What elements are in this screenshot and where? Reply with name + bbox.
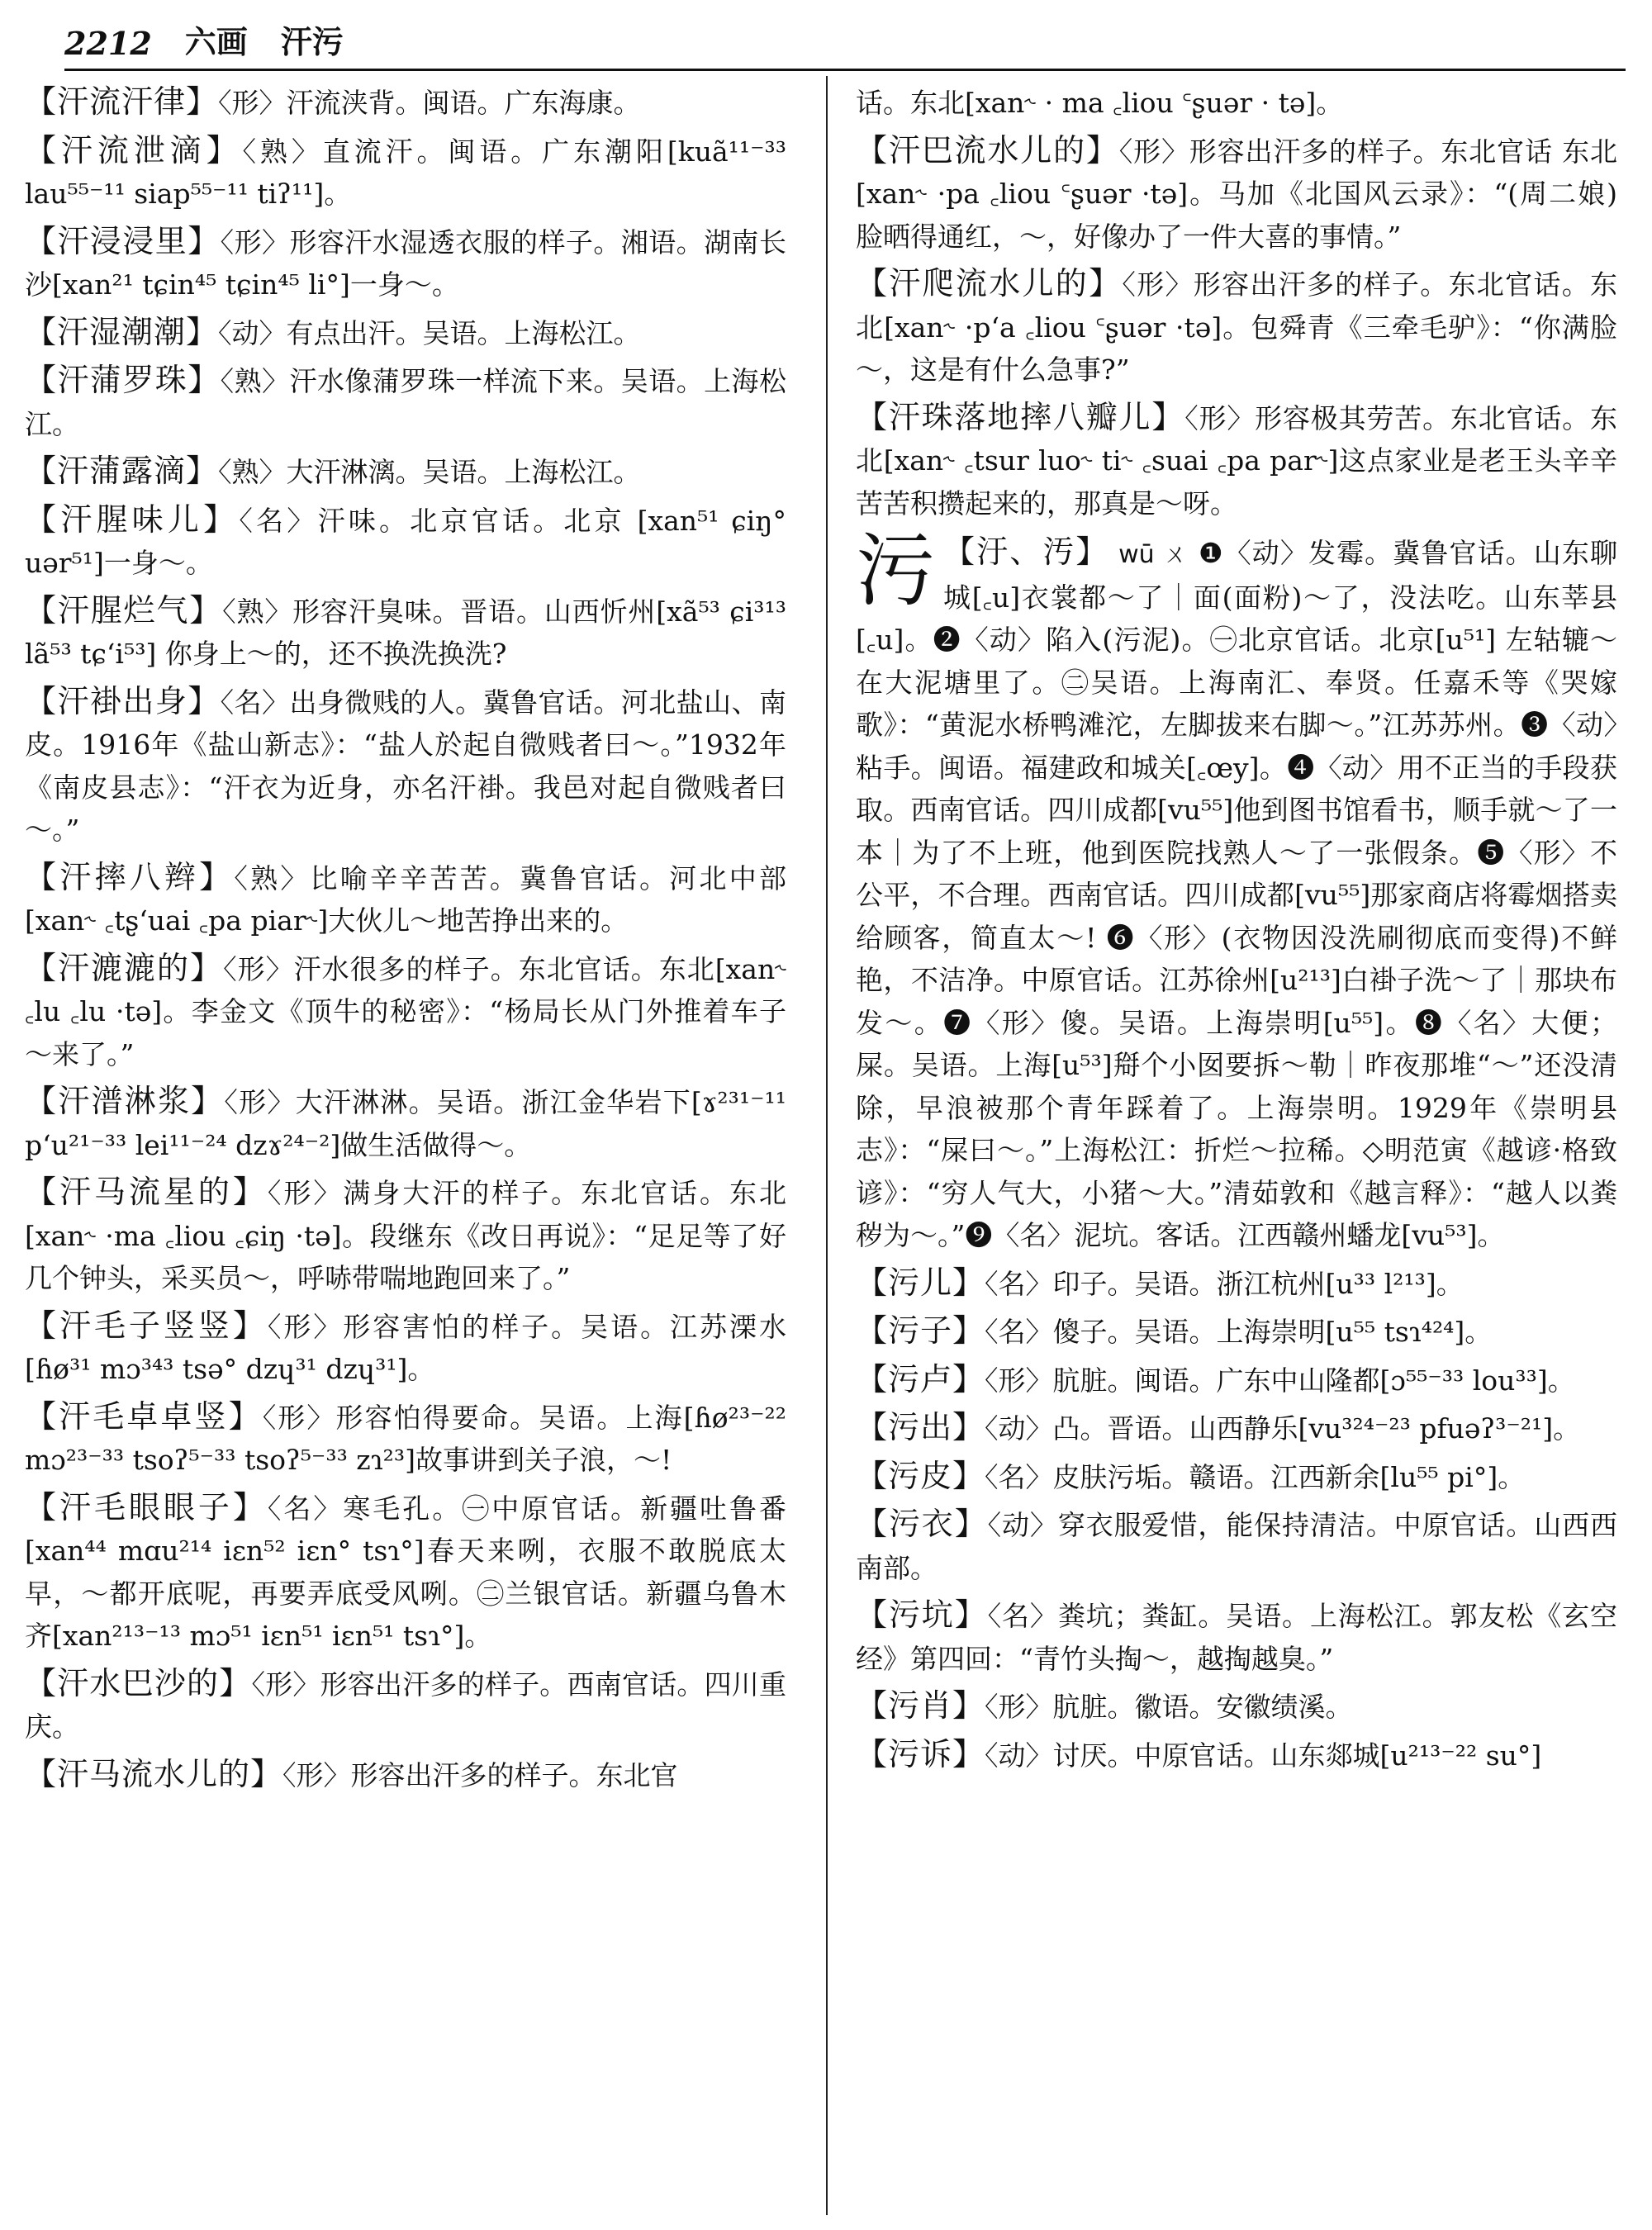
headword: 【污坑】: [856, 1597, 988, 1633]
dictionary-entry: [25, 1080, 786, 1166]
definition: 〈形〉形容极其劳苦。东北官话。东北[xan˞ ꜀tsur luo˞ ti˞ ꜀suai ꜀pa par˞]这点家业是老王头辛辛苦苦积攒起来的，那真是～呀。: [856, 401, 1617, 520]
left-column: [25, 81, 786, 1801]
dictionary-entry: [25, 359, 786, 445]
definition: 〈熟〉比喻辛辛苦苦。冀鲁官话。河北中部[xan˞ ꜀tʂʻuai ꜀pa piar˞]大伙儿～地苦挣出来的。: [25, 861, 786, 937]
dictionary-entry: [25, 1753, 786, 1797]
definition: 〈形〉形容汗水湿透衣服的样子。湘语。湖南长沙[xan²¹ tɕin⁴⁵ tɕin⁴⁵ li°]一身～。: [25, 225, 786, 301]
definition: 〈动〉凸。晋语。山西静乐[vu³²⁴⁻²³ pfuəʔ³⁻²¹]。: [985, 1412, 1581, 1445]
dictionary-entry: [25, 1663, 786, 1748]
headword: 【汗漉漉的】: [25, 949, 224, 986]
headword: 【汗潽淋浆】: [25, 1083, 225, 1119]
headword: 【汗毛卓卓竖】: [25, 1397, 263, 1435]
definition: 〈形〉满身大汗的样子。东北官话。东北[xan˞ ·ma ꜀liou ꜀ɕiŋ ·tə]。段继东《改日再说》：“足足等了好几个钟头，采买员～，呼哧带喘地跑回来了。”: [25, 1177, 786, 1294]
headword: 【汗水巴沙的】: [25, 1664, 252, 1701]
dictionary-entry: [25, 450, 786, 494]
dictionary-entry: [856, 1407, 1617, 1450]
headword: 【汗马流水儿的】: [25, 1755, 283, 1792]
dictionary-entry: [856, 81, 1617, 125]
definition: 〈形〉形容出汗多的样子。东北官话 东北[xan˞ ·pa ꜀liou ꜂ʂuər ·tə]。马加《北国风云录》：“(周二娘) 脸晒得通红，～，好像办了一件大喜的事情。”: [856, 135, 1617, 253]
definition: 〈熟〉直流汗。闽语。广东潮阳[kuã¹¹⁻³³ lau⁵⁵⁻¹¹ siap⁵⁵⁻¹¹ tiʔ¹¹]。: [25, 135, 786, 210]
dictionary-entry: [25, 499, 786, 585]
definition: 〈动〉有点出汗。吴语。上海松江。: [218, 316, 641, 349]
definition: 〈形〉形容出汗多的样子。东北官话。东北[xan˞ ·pʻa ꜀liou ꜂ʂuər ·tə]。包舜青《三牵毛驴》：“你满脸～，这是有什么急事?”: [856, 268, 1617, 386]
main-character-entry: [856, 524, 1617, 1257]
dictionary-entry: [856, 1594, 1617, 1680]
definition: 〈形〉汗水很多的样子。东北官话。东北[xan˞ ꜀lu ꜀lu ·tə]。李金文《顶牛的秘密》：“杨局长从门外推着车子～来了。”: [25, 952, 786, 1070]
dictionary-entry: [25, 947, 786, 1076]
definition: 〈形〉大汗淋淋。吴语。浙江金华岩下[ɤ²³¹⁻¹¹ pʻu²¹⁻³³ lei¹¹⁻²⁴ dzɤ²⁴⁻²]做生活做得～。: [25, 1086, 786, 1161]
dictionary-entry: [25, 1305, 786, 1391]
dictionary-entry: [25, 81, 786, 125]
dictionary-entry: [25, 130, 786, 216]
dictionary-entry: [25, 311, 786, 355]
dictionary-entry: [856, 1503, 1617, 1589]
dictionary-entry: [856, 1685, 1617, 1729]
pinyin: wū ㄨ: [1118, 540, 1189, 569]
definition: 〈名〉傻子。吴语。上海崇明[u⁵⁵ tsɿ⁴²⁴]。: [985, 1316, 1493, 1348]
headword: 【汗流汗律】: [25, 83, 219, 120]
definition: 〈名〉粪坑；粪缸。吴语。上海松江。郭友松《玄空经》第四回：“青竹头掏～，越掏越臭。”: [856, 1600, 1617, 1675]
dictionary-entry: [856, 396, 1617, 525]
right-column: [856, 81, 1617, 1782]
definition: 话。东北[xan˞ · ma ꜀liou ꜂ʂuər · tə]。: [856, 87, 1344, 119]
headword: 【汗巴流水儿的】: [856, 131, 1119, 168]
definition: 〈动〉讨厌。中原官话。山东郯城[u²¹³⁻²² su°]: [985, 1739, 1542, 1772]
headword: 【污皮】: [856, 1457, 985, 1494]
headword: 【汗湿潮潮】: [25, 313, 219, 350]
definition: 〈名〉皮肤污垢。赣语。江西新余[lu⁵⁵ pi°]。: [985, 1460, 1526, 1493]
dictionary-entry: [25, 590, 786, 676]
headword: 【汗摔八辫】: [25, 858, 235, 895]
headword: 【汗毛子竖竖】: [25, 1307, 268, 1344]
dictionary-entry: [25, 856, 786, 942]
definition: 〈熟〉形容汗臭味。晋语。山西忻州[xã⁵³ ɕi³¹³ lã⁵³ tɕʻi⁵³] 你身上～的，还不换洗换洗?: [25, 595, 786, 670]
headword: 【污卢】: [856, 1360, 985, 1397]
definition: 〈形〉肮脏。徽语。安徽绩溪。: [985, 1691, 1353, 1723]
definition: 〈形〉形容害怕的样子。吴语。江苏溧水[ɦø³¹ mɔ³⁴³ tsə° dzɥ³¹ dzɥ³¹]。: [25, 1310, 786, 1385]
dictionary-entry: [856, 263, 1617, 391]
dictionary-entry: [856, 1310, 1617, 1354]
headword: 【汗蒲露滴】: [25, 453, 219, 489]
definition: 〈形〉形容出汗多的样子。西南官话。四川重庆。: [25, 1668, 786, 1743]
headword: 【汗浸浸里】: [25, 222, 221, 259]
dictionary-entry: [856, 1262, 1617, 1306]
headword: 【汗腥味儿】: [25, 501, 240, 538]
stroke-count: 六画: [184, 23, 248, 60]
dictionary-entry: [856, 130, 1617, 259]
definition: 〈名〉印子。吴语。浙江杭州[u³³ l²¹³]。: [985, 1267, 1464, 1300]
definition: 〈熟〉大汗淋漓。吴语。上海松江。: [218, 456, 641, 488]
page-header: [64, 23, 1626, 71]
header-characters: 汗污: [280, 23, 344, 60]
definition: 〈熟〉汗水像蒲罗珠一样流下来。吴语。上海松江。: [25, 365, 786, 440]
dictionary-entry: [25, 221, 786, 306]
headword: 【汗马流星的】: [25, 1174, 268, 1210]
headword: 【汗流泄滴】: [25, 131, 243, 168]
dictionary-entry: [25, 1396, 786, 1482]
definition: 〈形〉汗流浃背。闽语。广东海康。: [218, 87, 641, 119]
definition: 〈形〉肮脏。闽语。广东中山隆都[ɔ⁵⁵⁻³³ lou³³]。: [985, 1364, 1575, 1397]
headword: 【汗毛眼眼子】: [25, 1488, 268, 1525]
column-divider: [826, 76, 828, 2215]
dictionary-entry: [856, 1359, 1617, 1402]
headword: 【汗珠落地摔八瓣儿】: [856, 398, 1185, 435]
headword: 【污儿】: [856, 1264, 985, 1301]
headword: 【汗褂出身】: [25, 682, 221, 719]
headword: 【污诉】: [856, 1735, 985, 1772]
dictionary-entry: [25, 1171, 786, 1300]
dictionary-entry: [856, 1455, 1617, 1499]
definition: ❶〈动〉发霉。冀鲁官话。山东聊城[꜀u]衣裳都～了｜面(面粉)～了，没法吃。山东莘县[꜀u]。❷〈动〉陷入(污泥)。㊀北京官话。北京[u⁵¹] 左轱辘～在大泥塘里了。㊁吴语。上海南汇、奉贤。任嘉禾等《哭嫁歌》：“黄泥水桥鸭滩沱，左脚拔来右脚～。”江苏苏州。❸〈动〉粘手。闽语。福建政和城关[꜀œy]。❹〈动〉用不正当的手段获取。西南官话。四川成都[vu⁵⁵]他到图书馆看书，顺手就～了一本｜为了不上班，他到医院找熟人～了一张假条。❺〈形〉不公平，不合理。西南官话。四川成都[vu⁵⁵]那家商店将霉烟搭卖给顾客，简直太～! ❻〈形〉(衣物因没洗刷彻底而变得)不鲜艳，不洁净。中原官话。江苏徐州[u²¹³]白褂子洗～了｜那块布发～。❼〈形〉傻。吴语。上海崇明[u⁵⁵]。❽〈名〉大便；屎。吴语。上海[u⁵³]搿个小囡要拆～勒｜昨夜那堆“～”还没清除，早浪被那个青年踩着了。上海崇明。1929年《崇明县志》：“屎曰～。”上海松江：折烂～拉稀。◇明范寅《越谚·格致谚》：“穷人气大，小猪～大。”清茹敦和《越言释》：“越人以粪秽为～。”❾〈名〉泥坑。客话。江西赣州蟠龙[vu⁵³]。: [856, 537, 1617, 1251]
definition: 〈形〉形容出汗多的样子。东北官: [282, 1758, 678, 1791]
definition: 〈名〉寒毛孔。㊀中原官话。新疆吐鲁番[xan⁴⁴ mɑu²¹⁴ iɛn⁵² iɛn° tsɿ°]春天来咧，衣服不敢脱底太早，～都开底呢，再要弄底受风咧。㊁兰银官话。新疆乌鲁木齐[xan²¹³⁻¹³ mɔ⁵¹ iɛn⁵¹ iɛn⁵¹ tsɿ°]。: [25, 1492, 786, 1652]
headword: 【污子】: [856, 1312, 985, 1349]
variant-forms: 【汙、汚】: [943, 534, 1109, 570]
headword: 【汗腥烂气】: [25, 591, 223, 629]
dictionary-entry: [25, 681, 786, 852]
definition: 〈形〉形容怕得要命。吴语。上海[ɦø²³⁻²² mɔ²³⁻³³ tsoʔ⁵⁻³³ tsoʔ⁵⁻³³ zɿ²³]故事讲到关子浪，～!: [25, 1401, 786, 1476]
headword: 【汗蒲罗珠】: [25, 362, 221, 398]
main-character: 污: [856, 524, 935, 617]
headword: 【污出】: [856, 1409, 985, 1445]
definition: 〈名〉汗味。北京官话。北京 [xan⁵¹ ɕiŋ° uər⁵¹]一身～。: [25, 504, 786, 579]
headword: 【汗爬流水儿的】: [856, 265, 1123, 301]
headword: 【污衣】: [856, 1506, 988, 1542]
dictionary-entry: [856, 1734, 1617, 1777]
page-number: 2212: [64, 25, 152, 62]
headword: 【污肖】: [856, 1687, 985, 1724]
definition: 〈动〉穿衣服爱惜，能保持清洁。中原官话。山西西南部。: [856, 1509, 1617, 1584]
dictionary-entry: [25, 1487, 786, 1658]
definition: 〈名〉出身微贱的人。冀鲁官话。河北盐山、南皮。1916年《盐山新志》：“盐人於起自微贱者曰～。”1932年《南皮县志》：“汗衣为近身，亦名汗褂。我邑对起自微贱者曰～。”: [25, 686, 786, 846]
